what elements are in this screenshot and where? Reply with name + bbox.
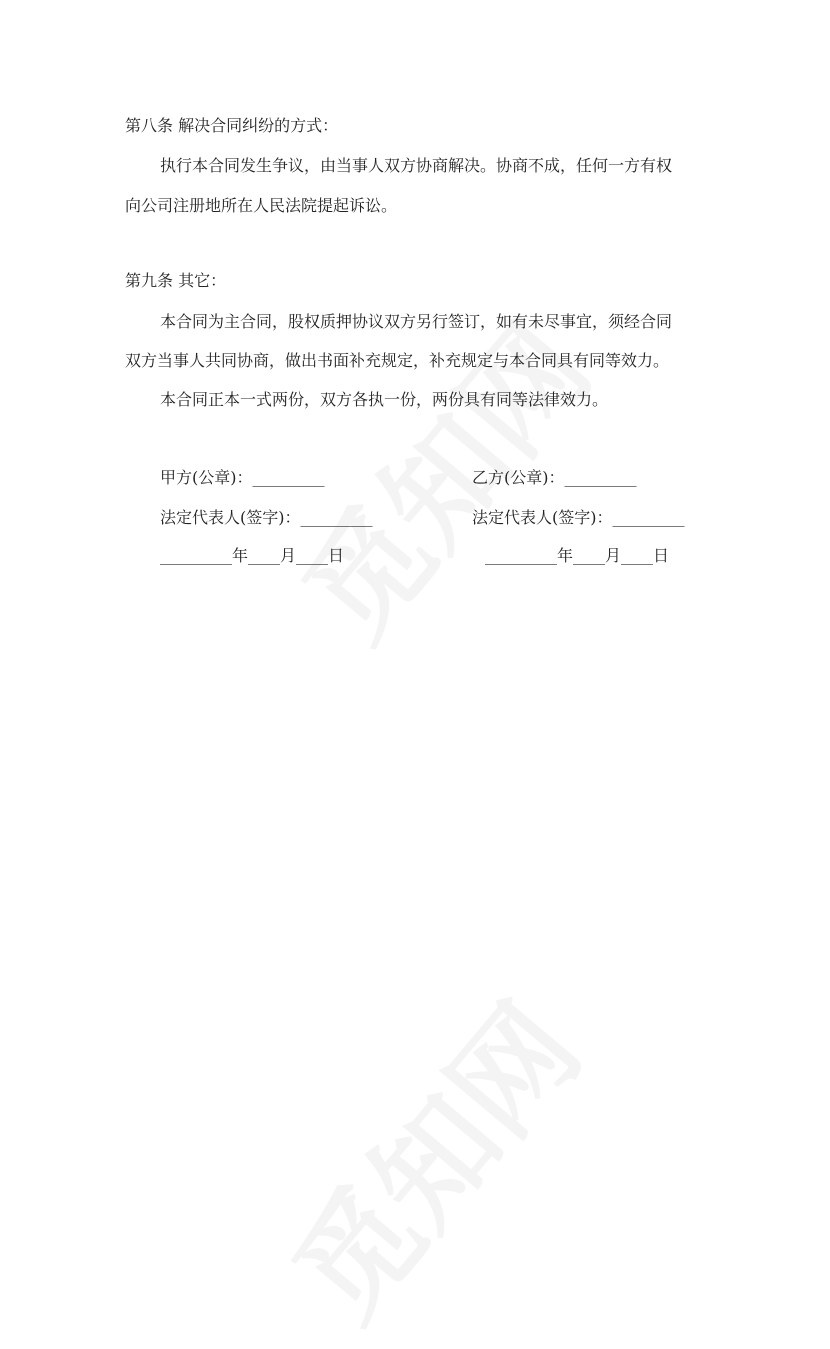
article9-paragraph2: 本合同正本一式两份，双方各执一份，两份具有同等法律效力。 bbox=[160, 390, 609, 409]
party-a-seal: 甲方(公章)：_________ bbox=[160, 468, 325, 487]
party-b-representative: 法定代表人(签字)：_________ bbox=[472, 508, 685, 527]
article9-paragraph1-line1: 本合同为主合同，股权质押协议双方另行签订，如有未尽事宜，须经合同 bbox=[160, 312, 673, 331]
article8-heading: 第八条 解决合同纠纷的方式： bbox=[125, 116, 339, 135]
article8-paragraph-line2: 向公司注册地所在人民法院提起诉讼。 bbox=[125, 196, 398, 215]
party-a-date: _________年____月____日 bbox=[160, 546, 345, 565]
watermark-bottom bbox=[248, 963, 611, 1349]
article9-paragraph1-line2: 双方当事人共同协商，做出书面补充规定，补充规定与本合同具有同等效力。 bbox=[125, 351, 670, 370]
article8-paragraph-line1: 执行本合同发生争议，由当事人双方协商解决。协商不成，任何一方有权 bbox=[160, 156, 673, 175]
party-a-representative: 法定代表人(签字)：_________ bbox=[160, 508, 373, 527]
article9-heading: 第九条 其它： bbox=[125, 271, 227, 290]
party-b-date: _________年____月____日 bbox=[485, 546, 670, 565]
party-b-seal: 乙方(公章)：_________ bbox=[472, 468, 637, 487]
